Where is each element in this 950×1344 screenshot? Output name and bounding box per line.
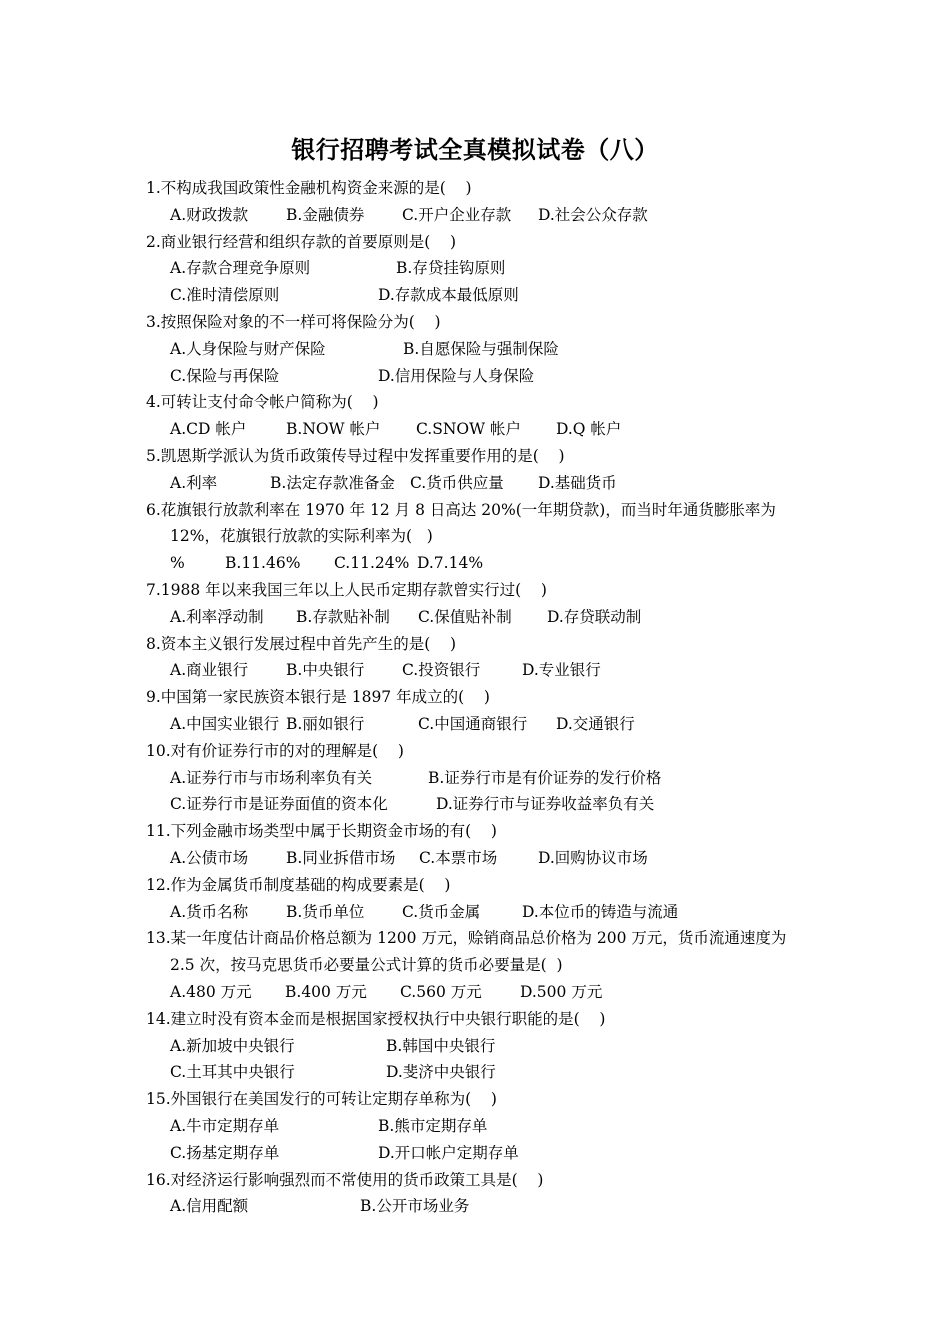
answer-option: A.中国实业银行 xyxy=(170,715,280,733)
answer-option: D.回购协议市场 xyxy=(538,849,648,867)
answer-option: A.牛市定期存单 xyxy=(170,1117,280,1135)
answer-option: A.新加坡中央银行 xyxy=(170,1036,295,1055)
question-stem: 3.按照保险对象的不一样可将保险分为( ) xyxy=(146,313,441,331)
answer-option: B.自愿保险与强制保险 xyxy=(403,339,559,358)
question-stem: 15.外国银行在美国发行的可转让定期存单称为( ) xyxy=(146,1090,497,1109)
question-stem: 13.某一年度估计商品价格总额为 1200 万元，赊销商品总价格为 200 万元，货币流通速度为 xyxy=(146,929,787,948)
question-stem-continued: 2.5 次，按马克思货币必要量公式计算的货币必要量是( ) xyxy=(170,956,563,975)
answer-option: A.利率 xyxy=(170,473,218,492)
answer-option: B.400 万元 xyxy=(285,983,367,1001)
answer-option: C.扬基定期存单 xyxy=(170,1143,280,1162)
answer-option: A.CD 帐户 xyxy=(170,420,247,439)
answer-option: D.社会公众存款 xyxy=(538,205,648,224)
answer-option: A.480 万元 xyxy=(170,983,252,1001)
question-stem: 11.下列金融市场类型中属于长期资金市场的有( ) xyxy=(146,822,497,841)
answer-option: C.货币供应量 xyxy=(410,473,504,492)
question-stem: 12.作为金属货币制度基础的构成要素是( ) xyxy=(146,875,451,894)
answer-option: B.存款贴补制 xyxy=(296,607,390,626)
answer-option: % xyxy=(170,554,185,573)
answer-option: D.专业银行 xyxy=(522,661,601,680)
answer-option: C.保险与再保险 xyxy=(170,366,280,385)
answer-option: D.存贷联动制 xyxy=(547,607,642,626)
answer-option: C.11.24% xyxy=(334,554,410,573)
question-stem: 1.不构成我国政策性金融机构资金来源的是( ) xyxy=(146,179,472,197)
answer-option: A.人身保险与财产保险 xyxy=(170,339,326,358)
answer-option: B.NOW 帐户 xyxy=(286,420,381,439)
question-stem: 6.花旗银行放款利率在 1970 年 12 月 8 日高达 20%(一年期贷款)，而当时年通货膨胀率为 xyxy=(146,500,776,519)
question-stem: 9.中国第一家民族资本银行是 1897 年成立的( ) xyxy=(146,688,490,707)
answer-option: C.开户企业存款 xyxy=(402,205,512,224)
answer-option: C.中国通商银行 xyxy=(418,715,528,733)
answer-option: D.基础货币 xyxy=(538,473,617,492)
answer-option: C.准时清偿原则 xyxy=(170,286,280,305)
answer-option: A.利率浮动制 xyxy=(170,607,264,626)
answer-option: B.公开市场业务 xyxy=(360,1197,470,1216)
question-stem-continued: 12%，花旗银行放款的实际利率为( ) xyxy=(170,527,433,546)
answer-option: C.证券行市是证券面值的资本化 xyxy=(170,795,388,814)
answer-option: A.公债市场 xyxy=(170,849,249,867)
answer-option: B.金融债券 xyxy=(286,205,365,224)
question-stem: 7.1988 年以来我国三年以上人民币定期存款曾实行过( ) xyxy=(146,581,547,599)
answer-option: B.货币单位 xyxy=(286,902,365,921)
page-title: 银行招聘考试全真模拟试卷（八） xyxy=(291,135,659,164)
answer-option: A.证券行市与市场利率负有关 xyxy=(170,768,373,787)
answer-option: C.土耳其中央银行 xyxy=(170,1063,295,1082)
answer-option: A.信用配额 xyxy=(170,1197,249,1216)
answer-option: C.货币金属 xyxy=(402,902,481,921)
answer-option: A.货币名称 xyxy=(170,902,249,921)
answer-option: B.熊市定期存单 xyxy=(378,1117,488,1135)
answer-option: B.同业拆借市场 xyxy=(286,849,396,867)
answer-option: C.SNOW 帐户 xyxy=(416,420,521,439)
answer-option: A.存款合理竞争原则 xyxy=(170,259,311,278)
answer-option: B.中央银行 xyxy=(286,661,365,680)
answer-option: D.7.14% xyxy=(417,554,484,573)
question-stem: 5.凯恩斯学派认为货币政策传导过程中发挥重要作用的是( ) xyxy=(146,447,565,465)
question-stem: 16.对经济运行影响强烈而不常使用的货币政策工具是( ) xyxy=(146,1170,544,1189)
answer-option: D.信用保险与人身保险 xyxy=(378,366,535,385)
answer-option: D.斐济中央银行 xyxy=(386,1063,496,1082)
answer-option: D.存款成本最低原则 xyxy=(378,286,519,305)
answer-option: D.开口帐户定期存单 xyxy=(378,1143,519,1162)
answer-option: B.证券行市是有价证券的发行价格 xyxy=(428,768,662,787)
answer-option: C.本票市场 xyxy=(419,849,498,867)
answer-option: D.交通银行 xyxy=(556,715,635,733)
answer-option: B.丽如银行 xyxy=(286,715,365,733)
answer-option: A.商业银行 xyxy=(170,661,249,680)
answer-option: C.保值贴补制 xyxy=(418,607,512,626)
question-stem: 14.建立时没有资本金而是根据国家授权执行中央银行职能的是( ) xyxy=(146,1009,606,1028)
question-stem: 10.对有价证券行市的对的理解是( ) xyxy=(146,741,404,760)
answer-option: D.本位币的铸造与流通 xyxy=(522,902,679,921)
question-stem: 8.资本主义银行发展过程中首先产生的是( ) xyxy=(146,634,457,653)
answer-option: B.韩国中央银行 xyxy=(386,1036,496,1055)
answer-option: B.存贷挂钩原则 xyxy=(396,259,506,278)
question-stem: 4.可转让支付命令帐户简称为( ) xyxy=(146,393,379,412)
answer-option: A.财政拨款 xyxy=(170,205,249,224)
answer-option: D.500 万元 xyxy=(520,983,603,1001)
answer-option: B.11.46% xyxy=(225,554,301,573)
answer-option: C.投资银行 xyxy=(402,661,481,680)
answer-option: D.证券行市与证券收益率负有关 xyxy=(436,795,655,814)
answer-option: D.Q 帐户 xyxy=(556,420,622,439)
answer-option: B.法定存款准备金 xyxy=(270,473,395,492)
answer-option: C.560 万元 xyxy=(400,983,482,1001)
question-stem: 2.商业银行经营和组织存款的首要原则是( ) xyxy=(146,232,457,251)
